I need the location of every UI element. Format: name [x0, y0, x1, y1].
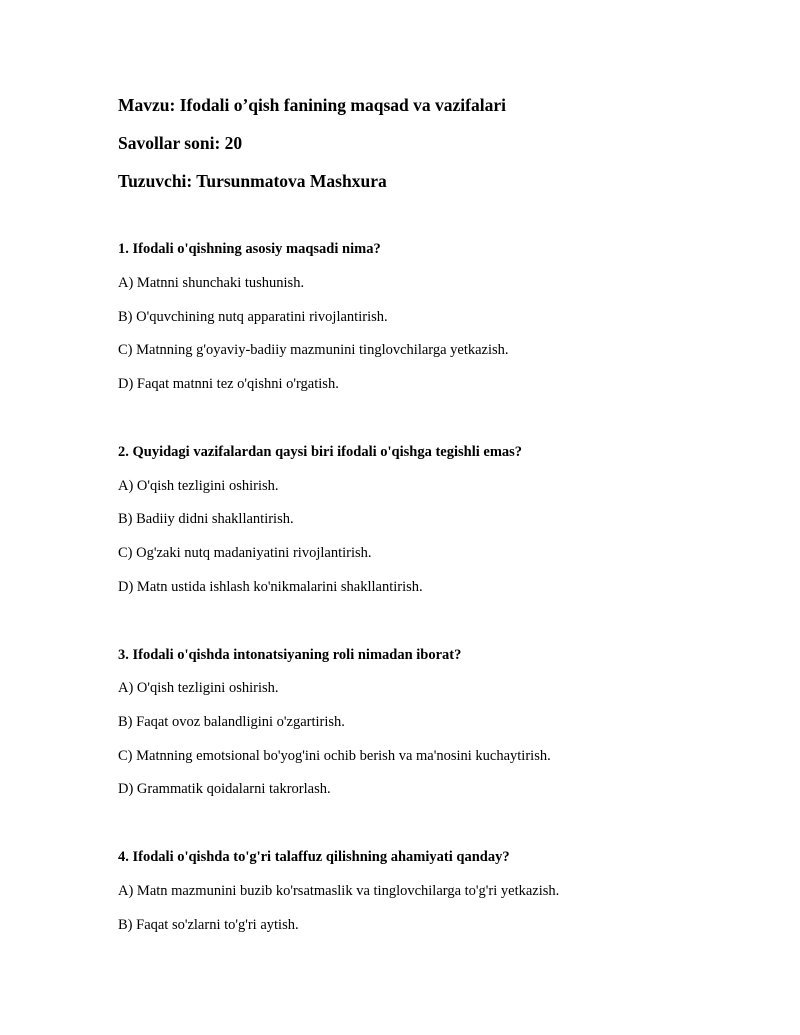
question-count: Savollar soni: 20	[118, 133, 243, 153]
question-4-option-a: A) Matn mazmunini buzib ko'rsatmaslik va tinglovchilarga to'g'ri yetkazish.	[118, 883, 560, 899]
question-3: 3. Ifodali o'qishda intonatsiyaning roli nimadan iborat?	[118, 647, 462, 663]
document-author: Tuzuvchi: Tursunmatova Mashxura	[118, 171, 387, 191]
question-1-option-c: C) Matnning g'oyaviy-badiiy mazmunini tinglovchilarga yetkazish.	[118, 342, 509, 358]
question-3-option-c: C) Matnning emotsional bo'yog'ini ochib berish va ma'nosini kuchaytirish.	[118, 748, 551, 764]
question-4-option-b: B) Faqat so'zlarni to'g'ri aytish.	[118, 917, 299, 933]
question-2-option-c: C) Og'zaki nutq madaniyatini rivojlantirish.	[118, 545, 372, 561]
question-2: 2. Quyidagi vazifalardan qaysi biri ifodali o'qishga tegishli emas?	[118, 444, 523, 460]
question-2-option-b: B) Badiiy didni shakllantirish.	[118, 511, 294, 527]
document-topic: Mavzu: Ifodali o’qish fanining maqsad va vazifalari	[118, 95, 506, 115]
question-1: 1. Ifodali o'qishning asosiy maqsadi nima?	[118, 241, 381, 257]
question-3-option-d: D) Grammatik qoidalarni takrorlash.	[118, 781, 331, 797]
question-1-option-b: B) O'quvchining nutq apparatini rivojlantirish.	[118, 309, 388, 325]
question-1-option-d: D) Faqat matnni tez o'qishni o'rgatish.	[118, 376, 339, 392]
question-2-option-d: D) Matn ustida ishlash ko'nikmalarini shakllantirish.	[118, 579, 423, 595]
question-1-option-a: A) Matnni shunchaki tushunish.	[118, 275, 305, 291]
question-2-option-a: A) O'qish tezligini oshirish.	[118, 478, 279, 494]
question-3-option-a: A) O'qish tezligini oshirish.	[118, 680, 279, 696]
question-3-option-b: B) Faqat ovoz balandligini o'zgartirish.	[118, 714, 345, 730]
question-4: 4. Ifodali o'qishda to'g'ri talaffuz qilishning ahamiyati qanday?	[118, 849, 510, 865]
